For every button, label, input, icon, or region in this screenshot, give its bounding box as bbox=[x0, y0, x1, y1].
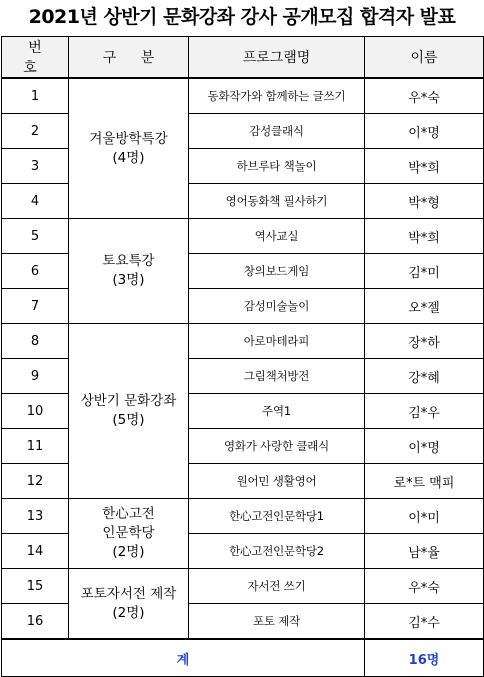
person-name: 김*수 bbox=[365, 604, 484, 640]
category-count: (3명) bbox=[112, 272, 145, 288]
person-name: 로*트 맥피 bbox=[365, 464, 484, 499]
page-title: 2021년 상반기 문화강좌 강사 공개모집 합격자 발표 bbox=[28, 6, 456, 28]
person-name: 김*우 bbox=[365, 394, 484, 429]
program-name: 감성클래식 bbox=[189, 114, 365, 149]
program-name: 포토 제작 bbox=[189, 604, 365, 640]
category-label: 상반기 문화강좌 bbox=[80, 393, 177, 409]
results-table bbox=[1, 36, 484, 677]
table-row bbox=[2, 569, 484, 604]
row-number: 1 bbox=[2, 78, 69, 114]
row-number: 10 bbox=[2, 394, 69, 429]
category-label: 한心고전 bbox=[102, 506, 155, 522]
person-name: 박*형 bbox=[365, 184, 484, 219]
program-name: 동화작가와 함께하는 글쓰기 bbox=[189, 78, 365, 114]
row-number: 15 bbox=[2, 569, 69, 604]
category-cell bbox=[69, 499, 189, 569]
person-name: 박*희 bbox=[365, 219, 484, 254]
program-name: 창의보드게임 bbox=[189, 254, 365, 289]
person-name: 이*명 bbox=[365, 429, 484, 464]
row-number: 6 bbox=[2, 254, 69, 289]
program-name: 영어동화책 필사하기 bbox=[189, 184, 365, 219]
person-name: 남*율 bbox=[365, 534, 484, 569]
row-number: 16 bbox=[2, 604, 69, 640]
program-name: 그림책처방전 bbox=[189, 359, 365, 394]
program-name: 원어민 생활영어 bbox=[189, 464, 365, 499]
program-name: 역사교실 bbox=[189, 219, 365, 254]
row-number: 12 bbox=[2, 464, 69, 499]
category-cell bbox=[69, 324, 189, 499]
row-number: 9 bbox=[2, 359, 69, 394]
row-number: 13 bbox=[2, 499, 69, 534]
category-count: (4명) bbox=[112, 149, 145, 166]
category-count: (2명) bbox=[112, 544, 145, 560]
person-name: 강*혜 bbox=[365, 359, 484, 394]
person-name: 우*숙 bbox=[365, 78, 484, 114]
category-cell bbox=[69, 219, 189, 324]
category-label: 토요특강 bbox=[102, 253, 155, 269]
person-name: 오*젤 bbox=[365, 289, 484, 324]
program-name: 자서전 쓰기 bbox=[189, 569, 365, 604]
person-name: 박*희 bbox=[365, 149, 484, 184]
program-name: 한心고전인문학당2 bbox=[189, 534, 365, 569]
row-number: 4 bbox=[2, 184, 69, 219]
program-name: 하브루타 책놀이 bbox=[189, 149, 365, 184]
total-value: 16명 bbox=[365, 639, 484, 677]
program-name: 주역1 bbox=[189, 394, 365, 429]
program-name: 아로마테라피 bbox=[189, 324, 365, 359]
category-count: (2명) bbox=[112, 604, 145, 621]
program-name: 감성미술놀이 bbox=[189, 289, 365, 324]
category-label-line2: 인문학당 bbox=[102, 525, 155, 541]
table-row bbox=[2, 78, 484, 114]
row-number: 5 bbox=[2, 219, 69, 254]
category-label: 겨울방학특강 bbox=[89, 130, 168, 147]
person-name: 이*미 bbox=[365, 499, 484, 534]
row-number: 2 bbox=[2, 114, 69, 149]
person-name: 이*명 bbox=[365, 114, 484, 149]
category-label: 포토자서전 제작 bbox=[80, 585, 177, 602]
category-cell bbox=[69, 569, 189, 640]
category-count: (5명) bbox=[112, 412, 145, 428]
category-cell bbox=[69, 78, 189, 219]
header-category: 구 분 bbox=[69, 37, 189, 79]
header-program: 프로그램명 bbox=[189, 37, 365, 79]
person-name: 장*하 bbox=[365, 324, 484, 359]
header-row bbox=[2, 37, 484, 79]
table-row bbox=[2, 324, 484, 359]
program-name: 영화가 사랑한 클래식 bbox=[189, 429, 365, 464]
table-row bbox=[2, 219, 484, 254]
table-row bbox=[2, 499, 484, 534]
person-name: 우*숙 bbox=[365, 569, 484, 604]
row-number: 7 bbox=[2, 289, 69, 324]
total-row bbox=[2, 639, 484, 677]
header-number: 번 호 bbox=[2, 37, 69, 79]
header-name: 이름 bbox=[365, 37, 484, 79]
row-number: 14 bbox=[2, 534, 69, 569]
program-name: 한心고전인문학당1 bbox=[189, 499, 365, 534]
person-name: 김*미 bbox=[365, 254, 484, 289]
row-number: 8 bbox=[2, 324, 69, 359]
row-number: 11 bbox=[2, 429, 69, 464]
row-number: 3 bbox=[2, 149, 69, 184]
total-label: 계 bbox=[2, 639, 365, 677]
